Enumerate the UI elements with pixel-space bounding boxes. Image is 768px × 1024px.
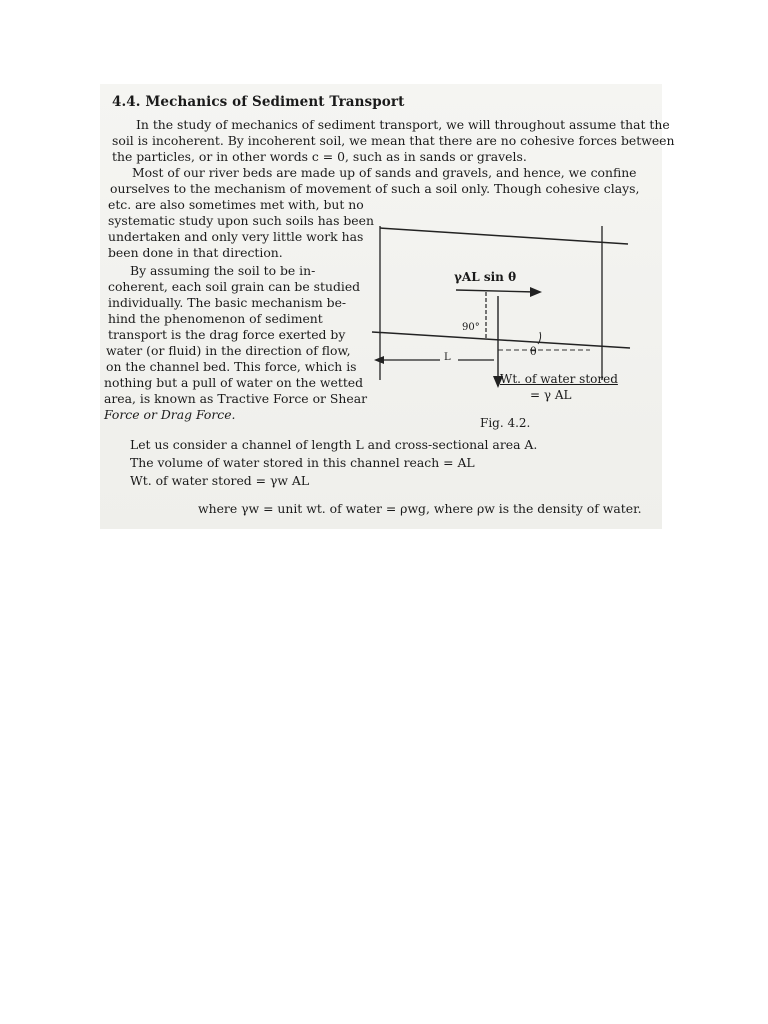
length-label: L — [444, 352, 451, 363]
paragraph-3-line-7: on the channel bed. This force, which is — [106, 359, 357, 374]
weight-value: = γ AL — [530, 388, 572, 402]
paragraph-3-line-10: Force or Drag Force. — [104, 407, 236, 422]
paragraph-1-line-3: the particles, or in other words c = 0, such as in sands or gravels. — [112, 149, 527, 164]
paragraph-2-line-1: Most of our river beds are made up of sands and gravels, and hence, we confine — [132, 165, 637, 180]
channel-bed-line — [372, 332, 630, 348]
theta-label: θ — [530, 345, 537, 358]
paragraph-1-line-2: soil is incoherent. By incoherent soil, we mean that there are no cohesive forces between — [112, 133, 675, 148]
paragraph-2-line-5: undertaken and only very little work has — [108, 229, 364, 244]
force-arrow-shaft — [456, 290, 536, 292]
paragraph-2-line-6: been done in that direction. — [108, 245, 283, 260]
paragraph-3-line-3: individually. The basic mechanism be- — [108, 295, 347, 310]
paragraph-2-line-2: ourselves to the mechanism of movement of such a soil only. Though cohesive clays, — [110, 181, 640, 196]
paragraph-3-line-5: transport is the drag force exerted by — [108, 327, 346, 342]
paragraph-3-line-4: hind the phenomenon of sediment — [108, 311, 323, 326]
paragraph-3-line-6: water (or fluid) in the direction of flow, — [106, 343, 351, 358]
water-surface-line — [380, 228, 628, 244]
paragraph-1-line-1: In the study of mechanics of sediment transport, we will throughout assume that the — [136, 117, 670, 132]
length-arrow-left-head — [374, 356, 384, 364]
weight-label: Wt. of water stored — [500, 372, 618, 386]
figure-caption: Fig. 4.2. — [480, 416, 531, 430]
force-label: γAL sin θ — [454, 270, 517, 284]
section-heading: 4.4. Mechanics of Sediment Transport — [112, 94, 405, 110]
paragraph-4-line-3: Wt. of water stored = γw AL — [130, 473, 310, 488]
right-angle-label: 90° — [462, 322, 480, 333]
where-definition-line: where γw = unit wt. of water = ρwg, where ρw is the density of water. — [198, 501, 642, 516]
paragraph-3-line-9: area, is known as Tractive Force or Shear — [104, 391, 367, 406]
paragraph-2-line-4: systematic study upon such soils has been — [108, 213, 374, 228]
paragraph-4-line-2: The volume of water stored in this channel reach = AL — [130, 455, 475, 470]
paragraph-2-line-3: etc. are also sometimes met with, but no — [108, 197, 364, 212]
paragraph-3-line-2: coherent, each soil grain can be studied — [108, 279, 361, 294]
paragraph-4-line-1: Let us consider a channel of length L and cross-sectional area A. — [130, 437, 538, 452]
paragraph-3-line-8: nothing but a pull of water on the wetted — [104, 375, 364, 390]
paragraph-3-line-1: By assuming the soil to be in- — [130, 263, 316, 278]
force-arrow-head — [530, 287, 542, 297]
